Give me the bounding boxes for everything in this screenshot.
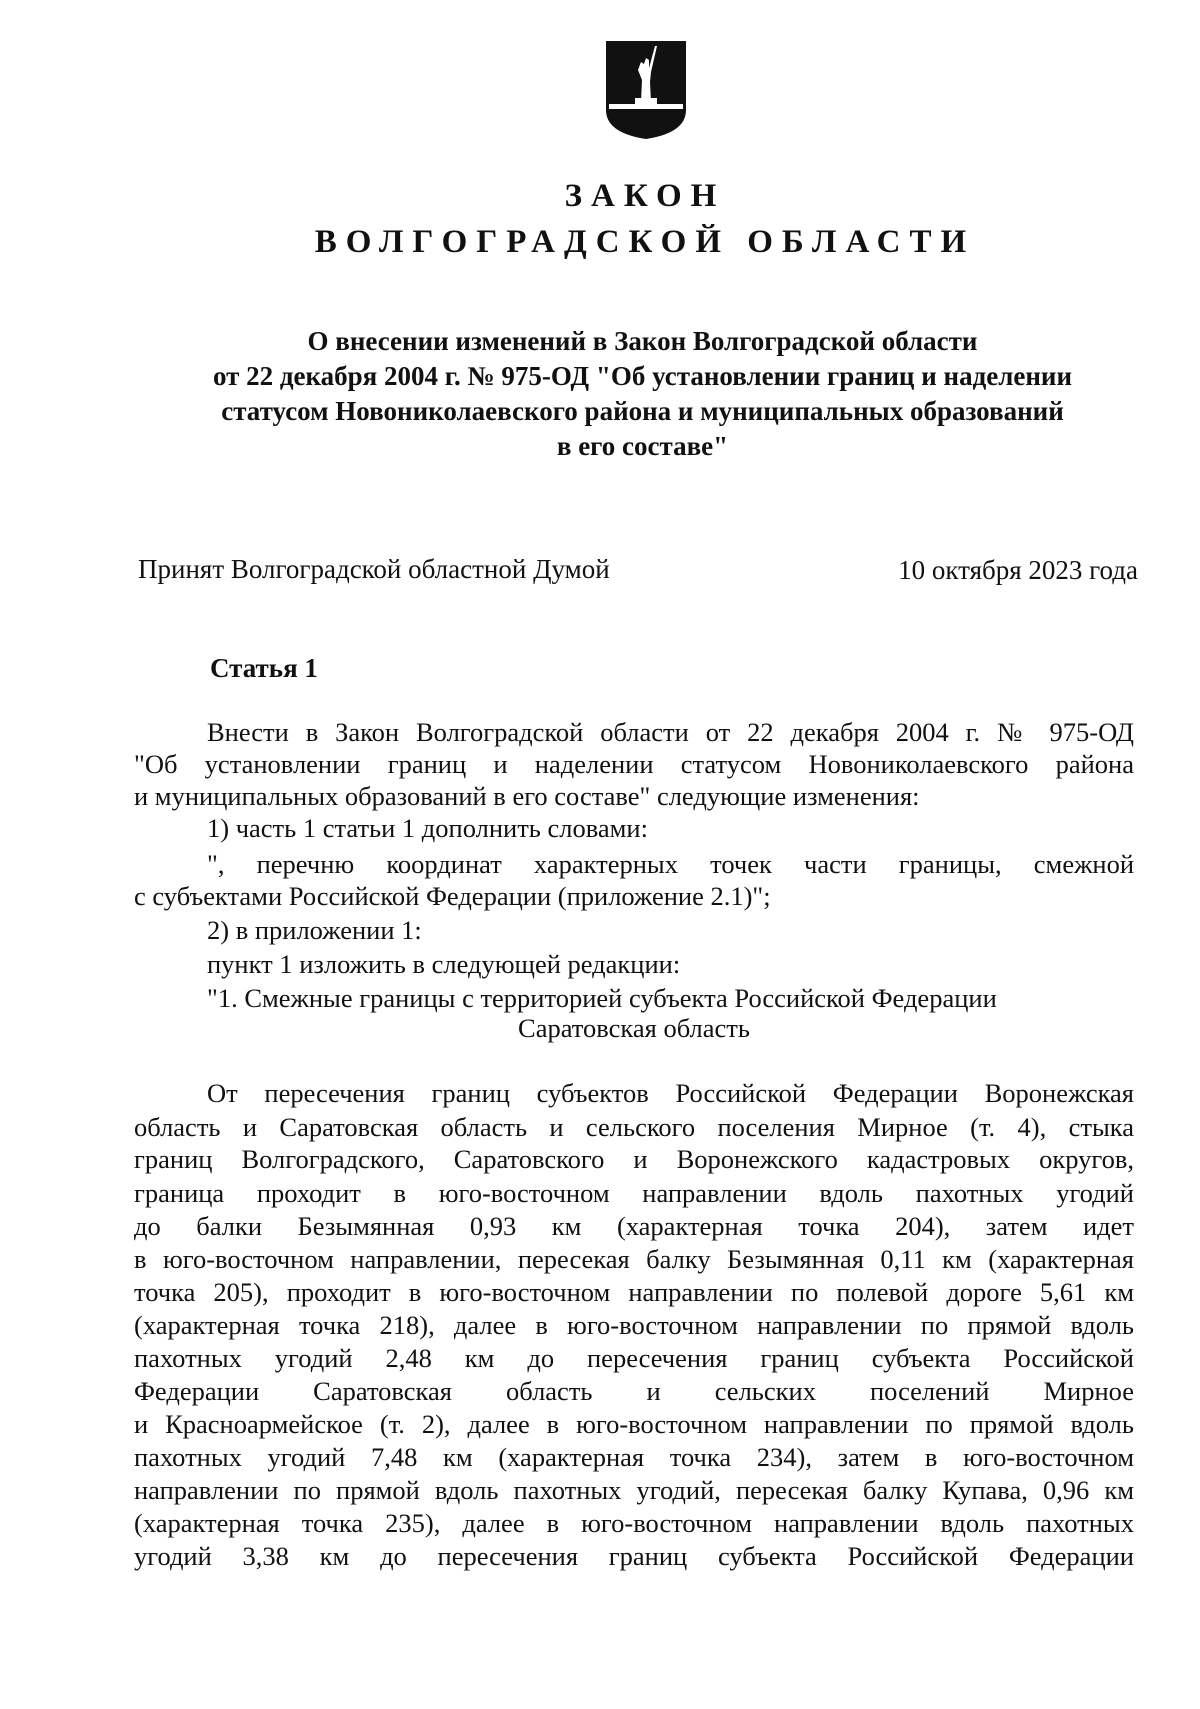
body-line: Саратовская область — [518, 1013, 750, 1043]
body-line: пахотных угодий 7,48 км (характерная точка 234), затем в юго-восточном — [134, 1442, 1134, 1472]
body-line: 2) в приложении 1: — [207, 915, 422, 945]
body-line: граница проходит в юго-восточном направлении вдоль пахотных угодий — [134, 1178, 1134, 1208]
body-line: 1) часть 1 статьи 1 дополнить словами: — [207, 813, 648, 843]
body-line: От пересечения границ субъектов Российской Федерации Воронежская — [207, 1078, 1134, 1108]
law-subject — [160, 324, 1125, 464]
law-title: ЗАКОН — [564, 178, 726, 214]
body-line: направлении по прямой вдоль пахотных угодий, пересекая балку Купава, 0,96 км — [134, 1475, 1134, 1505]
body-line: "Об установлении границ и наделении статусом Новониколаевского района — [134, 749, 1134, 779]
article-heading: Статья 1 — [210, 653, 318, 683]
body-line: и муниципальных образований в его составе" следующие изменения: — [134, 781, 920, 811]
body-line: (характерная точка 235), далее в юго-восточном направлении вдоль пахотных — [134, 1508, 1134, 1538]
subject-line: статусом Новониколаевского района и муниципальных образований — [221, 396, 1064, 426]
body-line: и Красноармейское (т. 2), далее в юго-восточном направлении по прямой вдоль — [134, 1409, 1134, 1439]
law-region-title: ВОЛГОГРАДСКОЙ ОБЛАСТИ — [314, 224, 976, 260]
subject-line: в его составе" — [556, 431, 729, 461]
adopted-by: Принят Волгоградской областной Думой — [138, 554, 610, 584]
body-line: границ Волгоградского, Саратовского и Воронежского кадастровых округов, — [134, 1144, 1134, 1174]
volgograd-coat-of-arms-icon — [605, 40, 687, 140]
body-line: область и Саратовская область и сельского поселения Мирное (т. 4), стыка — [134, 1112, 1134, 1142]
body-line: пункт 1 изложить в следующей редакции: — [207, 949, 681, 979]
body-line: точка 205), проходит в юго-восточном направлении по полевой дороге 5,61 км — [134, 1277, 1134, 1307]
body-line: ", перечню координат характерных точек части границы, смежной — [207, 849, 1134, 879]
adopted-date: 10 октября 2023 года — [898, 555, 1138, 585]
body-line: (характерная точка 218), далее в юго-восточном направлении по прямой вдоль — [134, 1310, 1134, 1340]
body-line: Внести в Закон Волгоградской области от 22 декабря 2004 г. № 975-ОД — [207, 717, 1134, 747]
body-line: "1. Смежные границы с территорией субъекта Российской Федерации — [207, 983, 997, 1013]
body-line: пахотных угодий 2,48 км до пересечения границ субъекта Российской — [134, 1343, 1134, 1373]
body-line: угодий 3,38 км до пересечения границ субъекта Российской Федерации — [134, 1541, 1134, 1571]
body-line: Федерации Саратовская область и сельских поселений Мирное — [134, 1376, 1134, 1406]
body-line: с субъектами Российской Федерации (приложение 2.1)"; — [134, 881, 771, 911]
subject-line: О внесении изменений в Закон Волгоградской области — [307, 326, 978, 356]
subject-line: от 22 декабря 2004 г. № 975-ОД "Об установлении границ и наделении — [212, 361, 1073, 391]
body-line: до балки Безымянная 0,93 км (характерная точка 204), затем идет — [134, 1211, 1134, 1241]
body-line: в юго-восточном направлении, пересекая балку Безымянная 0,11 км (характерная — [134, 1244, 1134, 1274]
